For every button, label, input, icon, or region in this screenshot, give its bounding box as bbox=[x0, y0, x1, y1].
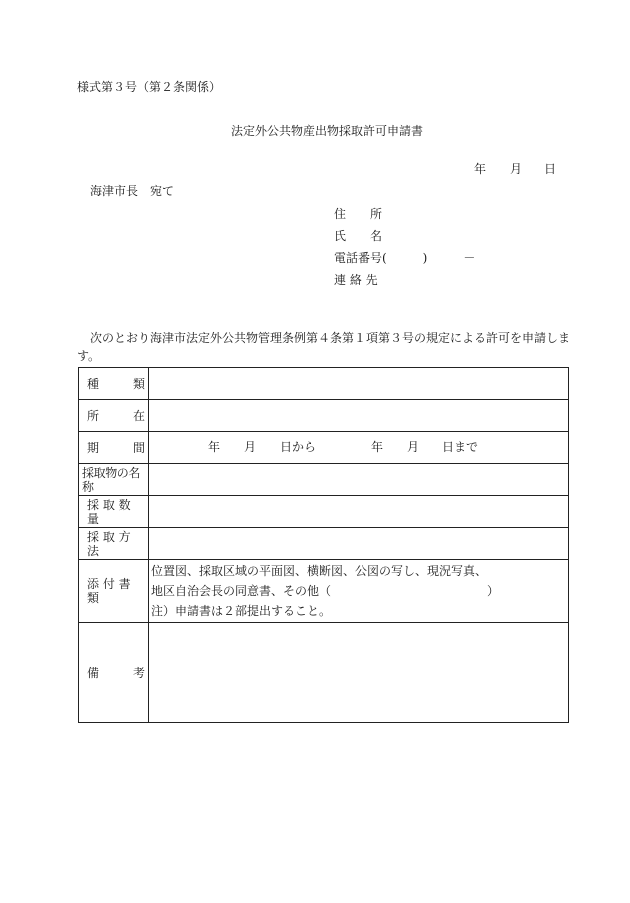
row-label-attachments: 添 付 書 類 bbox=[87, 577, 131, 605]
attachments-line-2: 地区自治会長の同意書、その他（ ） bbox=[151, 584, 500, 598]
date-month: 月 bbox=[510, 162, 523, 176]
row-value-quantity[interactable] bbox=[149, 496, 569, 528]
table-row bbox=[79, 368, 569, 400]
period-from-month: 月 bbox=[244, 440, 257, 454]
intro-line-2: す。 bbox=[77, 349, 101, 363]
row-value-kind[interactable] bbox=[149, 368, 569, 400]
period-from-year: 年 bbox=[208, 440, 221, 454]
date-year: 年 bbox=[474, 162, 487, 176]
applicant-contact-label: 連 絡 先 bbox=[334, 273, 378, 287]
date-day: 日 bbox=[544, 162, 557, 176]
row-label-kind: 種 類 bbox=[87, 376, 145, 391]
page-title: 法定外公共物産出物採取許可申請書 bbox=[231, 124, 424, 138]
applicant-phone-label: 電話番号( ) － bbox=[334, 251, 476, 265]
row-value-location[interactable] bbox=[149, 400, 569, 432]
table-row bbox=[79, 464, 569, 496]
row-label-period: 期 間 bbox=[87, 440, 145, 455]
period-to-year: 年 bbox=[371, 440, 384, 454]
row-label-location: 所 在 bbox=[87, 408, 145, 423]
row-value-method[interactable] bbox=[149, 528, 569, 560]
applicant-address-label: 住 所 bbox=[334, 207, 383, 221]
row-label-method: 採 取 方 法 bbox=[87, 529, 131, 558]
period-to-month: 月 bbox=[407, 440, 420, 454]
attachments-note: 注）申請書は２部提出すること。 bbox=[151, 604, 332, 618]
row-value-attachments[interactable] bbox=[149, 560, 569, 623]
table-row bbox=[79, 560, 569, 623]
row-value-remarks[interactable] bbox=[149, 623, 569, 723]
table-row bbox=[79, 400, 569, 432]
row-value-material-name[interactable] bbox=[149, 464, 569, 496]
application-table bbox=[78, 367, 569, 723]
table-row bbox=[79, 432, 569, 464]
intro-line-1: 次のとおり海津市法定外公共物管理条例第４条第１項第３号の規定による許可を申請しま bbox=[90, 331, 571, 345]
period-from-day: 日から bbox=[280, 440, 317, 454]
addressee: 海津市長 宛て bbox=[90, 184, 175, 198]
form-number: 様式第３号（第２条関係） bbox=[77, 80, 222, 94]
table-row bbox=[79, 528, 569, 560]
row-label-material-name: 採取物の名称 bbox=[82, 465, 141, 494]
attachments-line-1: 位置図、採取区域の平面図、横断図、公図の写し、現況写真、 bbox=[151, 564, 488, 578]
applicant-name-label: 氏 名 bbox=[334, 229, 383, 243]
row-value-period[interactable] bbox=[149, 432, 569, 464]
table-row bbox=[79, 496, 569, 528]
table-row bbox=[79, 623, 569, 723]
row-label-remarks: 備 考 bbox=[87, 665, 145, 680]
period-to-day: 日まで bbox=[442, 440, 479, 454]
row-label-quantity: 採 取 数 量 bbox=[87, 497, 131, 526]
